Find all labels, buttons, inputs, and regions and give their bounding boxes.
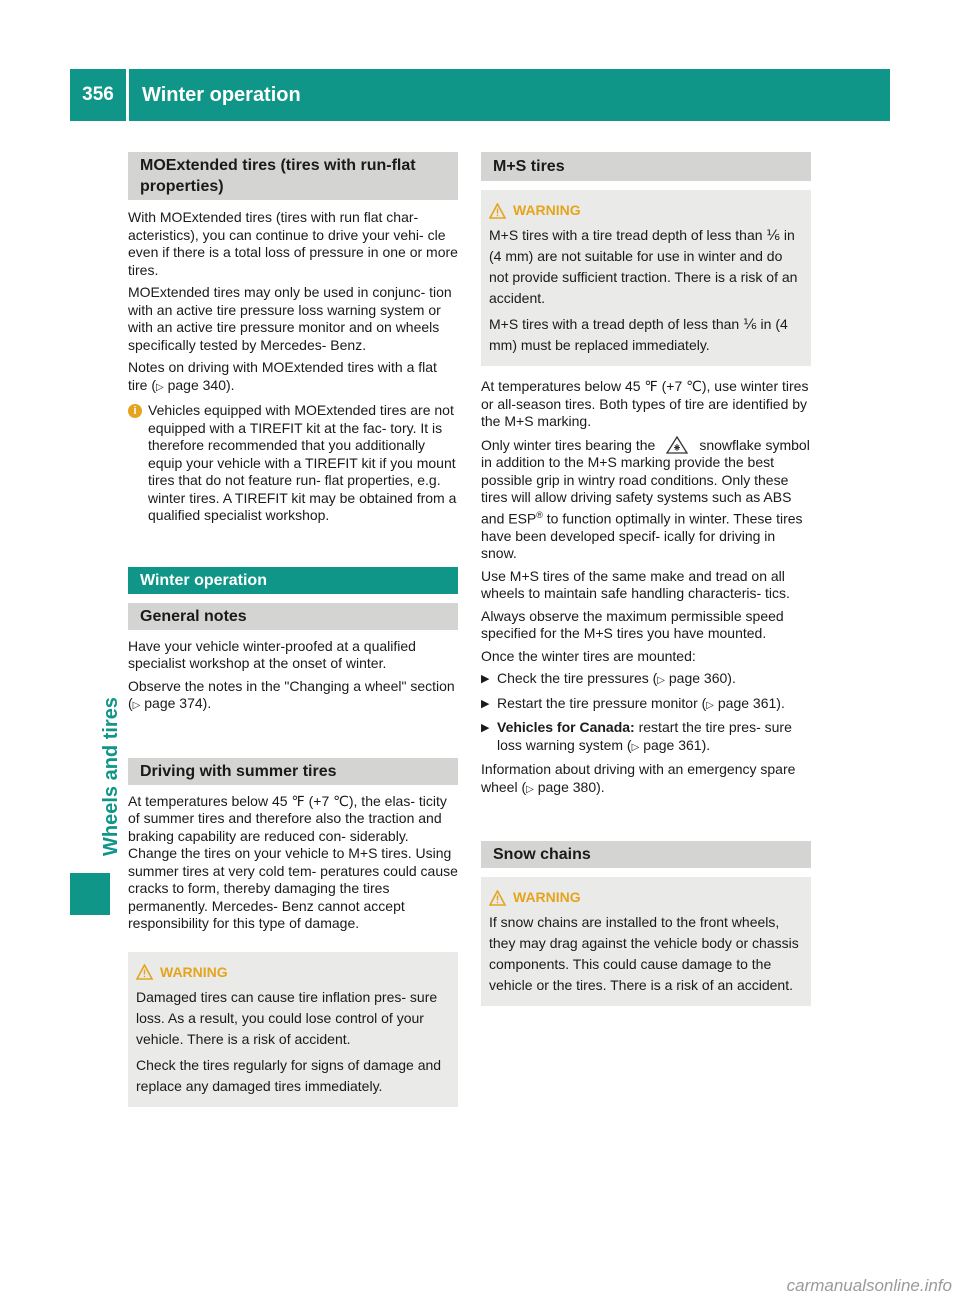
warning-label: WARNING xyxy=(513,889,581,906)
bullet-arrow-icon: ▶ xyxy=(481,697,490,710)
watermark: carmanualsonline.info xyxy=(786,1276,952,1295)
ms-tires-paragraph-4: Always observe the maximum permissible speed specified for the M+S tires you have mounted. xyxy=(481,607,784,642)
warning-header xyxy=(489,200,803,221)
list-item: ▶ Restart the tire pressure monitor (▷ page 361). xyxy=(481,695,811,720)
snowflake-mountain-icon xyxy=(665,436,689,454)
info-icon: i xyxy=(128,404,142,418)
winter-operation-heading: Winter operation xyxy=(128,567,458,594)
moextended-heading-line2: properties) xyxy=(140,178,224,195)
warning-triangle-icon xyxy=(136,964,153,980)
page-ref-link[interactable]: page 361). xyxy=(643,736,711,753)
warning-text-2: M+S tires with a tread depth of less than ⅙ in (4 mm) must be replaced immediately. xyxy=(489,316,788,353)
moextended-heading-line1: MOExtended tires (tires with run-flat xyxy=(140,157,416,174)
general-notes-paragraph-2: Observe the notes in the "Changing a wheel" section (▷ page 374). xyxy=(128,677,455,711)
ms-tires-paragraph-5: Once the winter tires are mounted: xyxy=(481,647,696,664)
ms-tires-paragraph-6: Information about driving with an emergency spare wheel (▷ page 380). xyxy=(481,761,796,795)
ms-tires-heading: M+S tires xyxy=(481,152,811,181)
page-ref-arrow-icon: ▷ xyxy=(526,783,534,795)
warning-label: WARNING xyxy=(160,963,228,980)
warning-triangle-icon xyxy=(489,203,506,219)
warning-triangle-icon xyxy=(489,890,506,906)
list-item: ▶ Vehicles for Canada: restart the tire pres- sure loss warning system (▷ page 361). xyxy=(481,719,811,761)
bullet-arrow-icon: ▶ xyxy=(481,722,490,735)
ms-tires-paragraph-3: Use M+S tires of the same make and tread on all wheels to maintain safe handling characteris- tics. xyxy=(481,567,790,602)
summer-tires-warning xyxy=(128,952,458,1107)
info-text: Vehicles equipped with MOExtended tires are not equipped with a TIREFIT kit at the fac- tory. It is therefore recommended that you additionally equip your vehicle with a TIREFIT kit if you mount tires that do not feature run- flat properties, e.g. winter tires. A TIREFIT kit may be obtained from a qualified specialist workshop. xyxy=(148,402,457,523)
warning-text-1: Damaged tires can cause tire inflation pres- sure loss. As a result, you could lose control of your vehicle. There is a risk of accident. xyxy=(136,988,438,1047)
page-ref-arrow-icon: ▷ xyxy=(132,700,141,711)
summer-tires-paragraph: At temperatures below 45 ℉ (+7 ℃), the elas- ticity of summer tires and therefore also the traction and braking capability are reduced con- siderably. Change the tires on your vehicle to M+S tires. Using summer tires at very cold tem- peratures could cause cracks to form, thereby damaging the tires permanently. Mercedes- Benz cannot accept responsibility for this type of damage. xyxy=(128,792,458,931)
warning-header xyxy=(489,887,803,908)
moextended-paragraph-2: MOExtended tires may only be used in conjunc- tion with an active tire pressure loss warning system or with an active tire pressure monitor and on wheels specifically tested by Mercedes- Benz. xyxy=(128,284,452,353)
header-divider xyxy=(126,69,129,121)
page-ref-link[interactable]: page 340). xyxy=(167,376,235,393)
page-ref-arrow-icon: ▷ xyxy=(657,675,665,687)
moextended-paragraph-1: With MOExtended tires (tires with run flat char- acteristics), you can continue to drive your vehi- cle even if there is a total loss of pressure in one or more tires. xyxy=(128,209,458,278)
page-header xyxy=(70,69,890,121)
warning-text-1: If snow chains are installed to the front wheels, they may drag against the vehicle body or chassis components. This could cause damage to the vehicle or the tires. There is a risk of an accident. xyxy=(489,914,799,994)
bullet-arrow-icon: ▶ xyxy=(481,673,490,686)
ms-tires-paragraph-1: At temperatures below 45 ℉ (+7 ℃), use winter tires or all-season tires. Both types of tire are identified by the M+S marking. xyxy=(481,378,809,429)
page-ref-arrow-icon: ▷ xyxy=(706,699,714,711)
left-column xyxy=(128,152,458,1107)
info-note xyxy=(128,402,458,525)
side-tab-marker xyxy=(70,873,110,915)
right-column xyxy=(481,152,811,1006)
list-item: ▶ Check the tire pressures (▷ page 360). xyxy=(481,670,811,695)
snow-chains-warning xyxy=(481,877,811,1006)
warning-text-2: Check the tires regularly for signs of damage and replace any damaged tires immediately. xyxy=(136,1056,442,1094)
warning-label: WARNING xyxy=(513,202,581,218)
page-ref-link[interactable]: page 374). xyxy=(144,695,212,711)
page-ref-link[interactable]: page 380). xyxy=(537,778,605,795)
page-ref-arrow-icon: ▷ xyxy=(156,381,164,393)
side-section-label: Wheels and tires xyxy=(100,697,122,856)
page-title: Winter operation xyxy=(142,83,301,106)
page-ref-arrow-icon: ▷ xyxy=(631,741,640,753)
ms-tires-paragraph-2: Only winter tires bearing the snowflake symbol in addition to the M+S marking provide the best possible grip in wintry road conditions. Only these tires will allow driving safety systems such as ABS and ESP® to function optimally in winter. These tires have been developed specif- ically for driving in snow. xyxy=(481,436,810,562)
warning-text-1: M+S tires with a tire tread depth of less than ⅙ in (4 mm) are not suitable for use in winter and do not provide sufficient traction. There is a risk of an accident. xyxy=(489,227,798,306)
page-ref-link[interactable]: page 361). xyxy=(717,694,785,711)
moextended-paragraph-3: Notes on driving with MOExtended tires with a flat tire (▷ page 340). xyxy=(128,359,437,393)
ms-tires-warning xyxy=(481,190,811,366)
warning-header xyxy=(136,962,450,983)
summer-tires-heading: Driving with summer tires xyxy=(128,758,458,785)
general-notes-heading: General notes xyxy=(128,603,458,630)
page-ref-link[interactable]: page 360). xyxy=(668,670,736,687)
snow-chains-heading: Snow chains xyxy=(481,841,811,868)
page-number: 356 xyxy=(82,84,114,105)
moextended-heading xyxy=(128,152,458,200)
general-notes-paragraph-1: Have your vehicle winter-proofed at a qualified specialist workshop at the onset of winter. xyxy=(128,637,416,671)
